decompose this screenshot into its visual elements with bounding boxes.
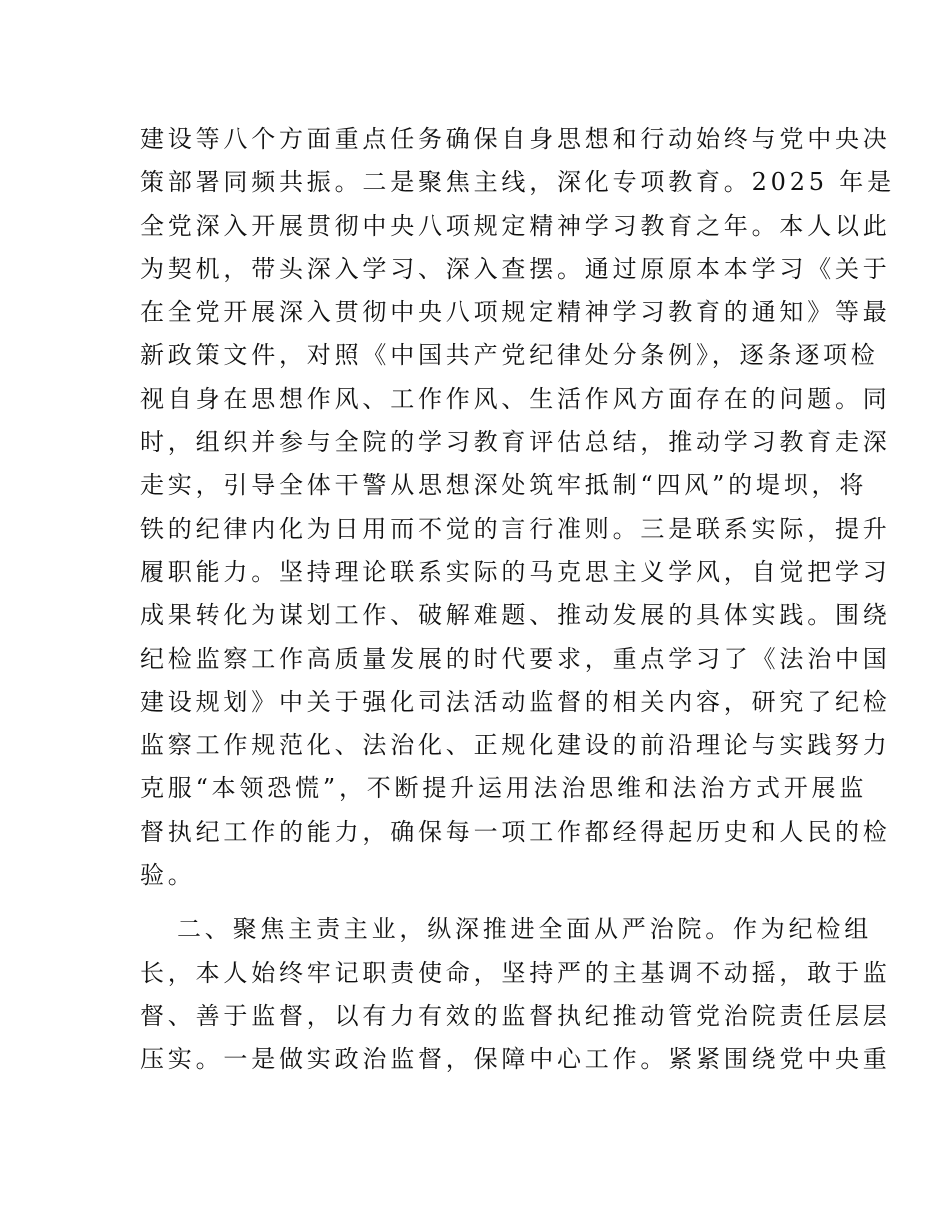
text-line: 走实，引导全体干警从思想深处筑牢抵制“四风”的堤坝，将 xyxy=(140,471,868,500)
text-line: 视自身在思想作风、工作作风、生活作风方面存在的问题。同 xyxy=(140,384,891,413)
text-line: 时，组织并参与全院的学习教育评估总结，推动学习教育走深 xyxy=(140,428,891,457)
text-line: 督、善于监督，以有力有效的监督执纪推动管党治院责任层层 xyxy=(140,1001,891,1030)
text-line: 克服“本领恐慌”，不断提升运用法治思维和法治方式开展监 xyxy=(140,774,868,803)
text-line: 建设规划》中关于强化司法活动监督的相关内容，研究了纪检 xyxy=(140,687,891,716)
text-line: 建设等八个方面重点任务确保自身思想和行动始终与党中央决 xyxy=(140,125,891,153)
text-line: 成果转化为谋划工作、破解难题、推动发展的具体实践。围绕 xyxy=(140,601,891,630)
text-line: 全党深入开展贯彻中央八项规定精神学习教育之年。本人以此 xyxy=(140,211,891,240)
text-line: 策部署同频共振。二是聚焦主线，深化专项教育。2025 年是 xyxy=(140,168,895,197)
text-line: 长，本人始终牢记职责使命，坚持严的主基调不动摇，敢于监 xyxy=(140,958,891,987)
text-line: 验。 xyxy=(140,861,196,890)
text-line: 纪检监察工作高质量发展的时代要求，重点学习了《法治中国 xyxy=(140,644,891,673)
text-line: 为契机，带头深入学习、深入查摆。通过原原本本学习《关于 xyxy=(140,254,891,283)
paragraph-1 xyxy=(140,118,895,897)
text-line: 铁的纪律内化为日用而不觉的言行准则。三是联系实际，提升 xyxy=(140,514,891,543)
text-line: 监察工作规范化、法治化、正规化建设的前沿理论与实践努力 xyxy=(140,731,891,760)
text-line: 压实。一是做实政治监督，保障中心工作。紧紧围绕党中央重 xyxy=(140,1045,891,1074)
text-line: 履职能力。坚持理论联系实际的马克思主义学风，自觉把学习 xyxy=(140,557,891,586)
text-line: 二、聚焦主责主业，纵深推进全面从严治院。作为纪检组 xyxy=(177,915,872,944)
text-line: 在全党开展深入贯彻中央八项规定精神学习教育的通知》等最 xyxy=(140,298,891,327)
text-line: 新政策文件，对照《中国共产党纪律处分条例》，逐条逐项检 xyxy=(140,341,879,370)
paragraph-2 xyxy=(140,908,891,1081)
document-body xyxy=(140,118,895,1082)
text-line: 督执纪工作的能力，确保每一项工作都经得起历史和人民的检 xyxy=(140,817,891,846)
